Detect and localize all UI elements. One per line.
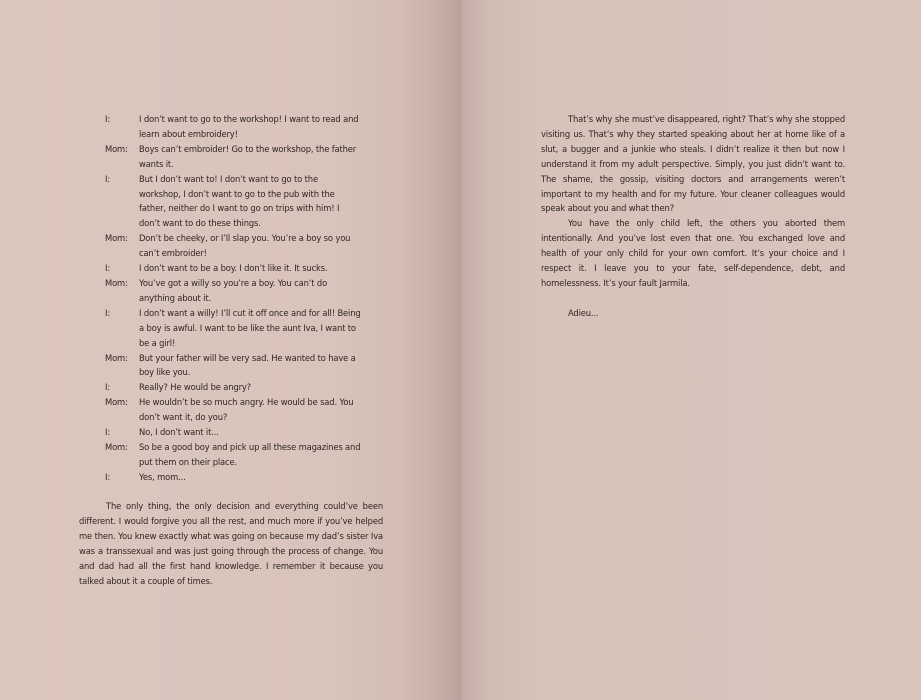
- speaker-label: Mom:: [105, 233, 128, 244]
- dialogue-line: [105, 380, 361, 395]
- right-page: [462, 0, 921, 700]
- dialogue-line: [105, 425, 361, 440]
- speech-text: Boys can’t embroider! Go to the workshop, the father wants it.: [139, 143, 357, 169]
- speech-text: But I don’t want to! I don’t want to go to the workshop, I don’t want to go to the pub with the father, neither do I want to go on trips with him! I don’t want to do these things.: [139, 173, 340, 229]
- speech-text: Don’t be cheeky, or I’ll slap you. You’re a boy so you can’t embroider!: [139, 233, 351, 259]
- speech-text: So be a good boy and pick up all these magazines and put them on their place.: [139, 441, 361, 467]
- speech-text: Yes, mom...: [139, 471, 186, 482]
- dialogue-line: [105, 306, 361, 351]
- speaker-label: I:: [105, 114, 110, 124]
- speaker-label: I:: [105, 382, 110, 393]
- right-page-paragraph: You have the only child left, the others you aborted them intentionally. And you’ve lost even that one. You exchanged love and health of your only child for your own comfort. It’s your choice and I respect it. I leave you to your fate, self-dependence, debt, and homelessness. It’s your fault Jarmila.: [541, 218, 845, 288]
- left-page-paragraph: The only thing, the only decision and everything could’ve been different. I would forgive you all the rest, and much more if you’ve helped me then. You knew exactly what was going on because my dad’s sister Iva was a transsexual and was just going through the process of change. You and dad had all the first hand knowledge. I remember it because you talked about it a couple of times.: [79, 501, 383, 586]
- dialogue-line: [105, 231, 361, 261]
- speaker-label: Mom:: [105, 277, 128, 288]
- speaker-label: Mom:: [105, 397, 128, 408]
- speaker-label: Mom:: [105, 352, 128, 363]
- dialogue-block: [105, 112, 361, 485]
- speech-text: I don’t want to go to the workshop! I want to read and learn about embroidery!: [139, 114, 359, 139]
- speech-text: He wouldn’t be so much angry. He would be sad. You don’t want it, do you?: [139, 397, 354, 423]
- speaker-label: I:: [105, 427, 110, 438]
- dialogue-line: [105, 112, 361, 142]
- speech-text: You’ve got a willy so you’re a boy. You can’t do anything about it.: [139, 277, 328, 303]
- speech-text: No, I don’t want it...: [139, 427, 219, 438]
- speaker-label: I:: [105, 471, 110, 482]
- right-page-text: [541, 112, 845, 321]
- speaker-label: Mom:: [105, 441, 128, 452]
- speaker-label: I:: [105, 173, 110, 184]
- dialogue-line: [105, 261, 361, 276]
- closing-line: Adieu...: [568, 307, 599, 318]
- dialogue-line: [105, 172, 361, 232]
- dialogue-line: [105, 440, 361, 470]
- speech-text: Really? He would be angry?: [139, 382, 251, 393]
- dialogue-line: [105, 395, 361, 425]
- dialogue-line: [105, 276, 361, 306]
- dialogue-line: [105, 142, 361, 172]
- right-page-paragraph: That’s why she must’ve disappeared, right? That’s why she stopped visiting us. That’s why they started speaking about her at home like of a slut, a bugger and a junkie who steals. I didn’t realize it then but now I understand it from my adult perspective. Simply, you just didn’t want to. The shame, the gossip, visiting doctors and arrangements weren’t important to my health and for my future. Your cleaner colleagues would speak about you and what then?: [541, 114, 845, 214]
- dialogue-line: [105, 470, 361, 485]
- speaker-label: Mom:: [105, 143, 128, 154]
- speaker-label: I:: [105, 307, 110, 318]
- speech-text: But your father will be very sad. He wanted to have a boy like you.: [139, 352, 356, 378]
- speech-text: I don’t want a willy! I’ll cut it off once and for all! Being a boy is awful. I want to be like the aunt Iva, I want to be a girl!: [139, 307, 361, 348]
- speaker-label: I:: [105, 263, 110, 274]
- dialogue-line: [105, 351, 361, 381]
- speech-text: I don’t want to be a boy. I don’t like it. It sucks.: [139, 263, 328, 274]
